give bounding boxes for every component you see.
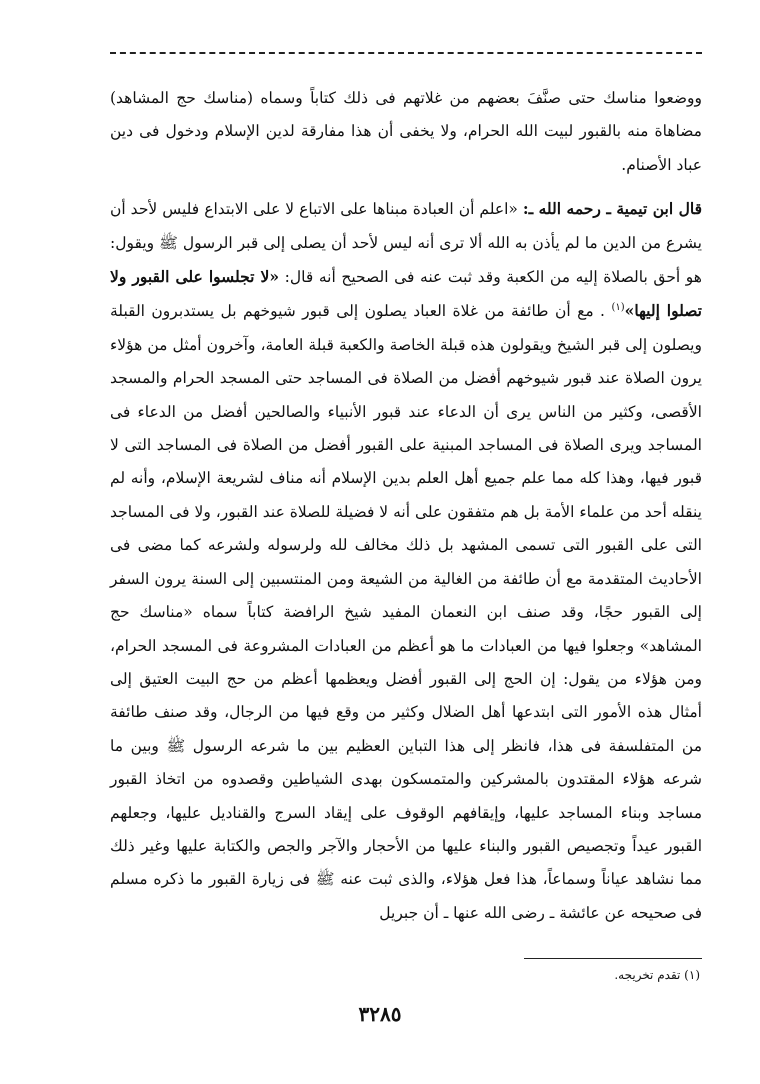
quote-text-b: . مع أن طائفة من غلاة العباد يصلون إلى قبور شيوخهم بل يستدبرون القبلة ويصلون إلى قبر الشيخ ويقولون هذه قبلة الخاصة والكعبة قبلة العامة، وآخرون أمثل من هؤلاء يرون الصلاة عند قبور شيوخهم أفضل من الصلاة فى المساجد حتى المسجد الحرام والمسجد الأقصى، وكثير من الناس يرى أن الدعاء عند قبور الأنبياء والصالحين أفضل من الدعاء فى المساجد ويرى الصلاة فى المساجد المبنية على القبور أفضل من الصلاة فى المساجد التى لا قبور فيها، وهذا كله مما علم جميع أهل العلم بدين الإسلام أنه مناف لشريعة الإسلام، وأنه لم ينقله أحد من علماء الأمة بل هم متفقون على أنه لا فضيلة للصلاة عند القبور، ولا فى المساجد التى على القبور التى تسمى المشهد بل ذلك مخالف لله ولرسوله ولشرعه كما مضى فى الأحاديث المتقدمة مع أن طائفة من الغالية من الشيعة ومن المنتسبين إلى السنة يرون السفر إلى القبور حجًا، وقد صنف ابن النعمان المفيد شيخ الرافضة كتاباً سماه «مناسك حج المشاهد» وجعلوا فيها من العبادات ما هو أعظم من العبادات المشروعة فى المسجد الحرام، ومن هؤلاء من يقول: إن الحج إلى القبور أفضل ويعظمها أعظم من حج البيت العتيق إلى أمثال هذه الأمور التى ابتدعها أهل الضلال وكثير من وقع فيها من الرجال، وقد صنف طائفة من المتفلسفة فى هذا، فانظر إلى هذا التباين العظيم بين ما شرعه الرسول ﷺ وبين ما شرعه هؤلاء المقتدون بالمشركين والمتمسكون بهدى الشياطين وقصدوه من اتخاذ القبور مساجد وبناء المساجد عليها، وإيقافهم الوقوف على إيقاد السرج والقناديل عليها، وجعلهم القبور عيداً وتجصيص القبور والبناء عليها من الأحجار والآجر والجص والكتابة عليها وغير ذلك مما نشاهد عياناً وسماعاً، هذا فعل هؤلاء، والذى ثبت عنه ﷺ فى زيارة القبور ما ذكره مسلم فى صحيحه عن عائشة ـ رضى الله عنها ـ أن جبريل	[110, 302, 702, 922]
hadith-quote: «لا تجلسوا على القبور ولا تصلوا إليها»	[110, 267, 702, 321]
quote-text-a: «اعلم أن العبادة مبناها على الاتباع لا على الابتداع فليس لأحد أن يشرع من الدين ما لم يأذن به الله ألا ترى أنه ليس لأحد أن يصلى إلى قبر الرسول ﷺ ويقول: هو أحق بالصلاة إليه من الكعبة وقد ثبت عنه فى الصحيح أنه قال:	[110, 200, 702, 287]
footnote-divider	[524, 958, 702, 959]
footnote: (١) تقدم تخريجه.	[614, 968, 700, 982]
paragraph-1: ووضعوا مناسك حتى صنَّفَ بعضهم من غلاتهم فى ذلك كتاباً وسماه (مناسك حج المشاهد) مضاهاة منه بالقبور لبيت الله الحرام، ولا يخفى أن هذا مفارقة لدين الإسلام ودخول فى دين عباد الأصنام.	[110, 89, 702, 174]
paragraph-2	[110, 192, 702, 930]
main-text	[110, 82, 702, 930]
footnote-marker[interactable]: (١)	[611, 302, 625, 314]
page-number: ٣٢٨٥	[358, 1002, 402, 1026]
speaker-attribution: قال ابن تيمية ـ رحمه الله ـ:	[522, 199, 702, 219]
top-dotted-rule	[110, 52, 702, 54]
